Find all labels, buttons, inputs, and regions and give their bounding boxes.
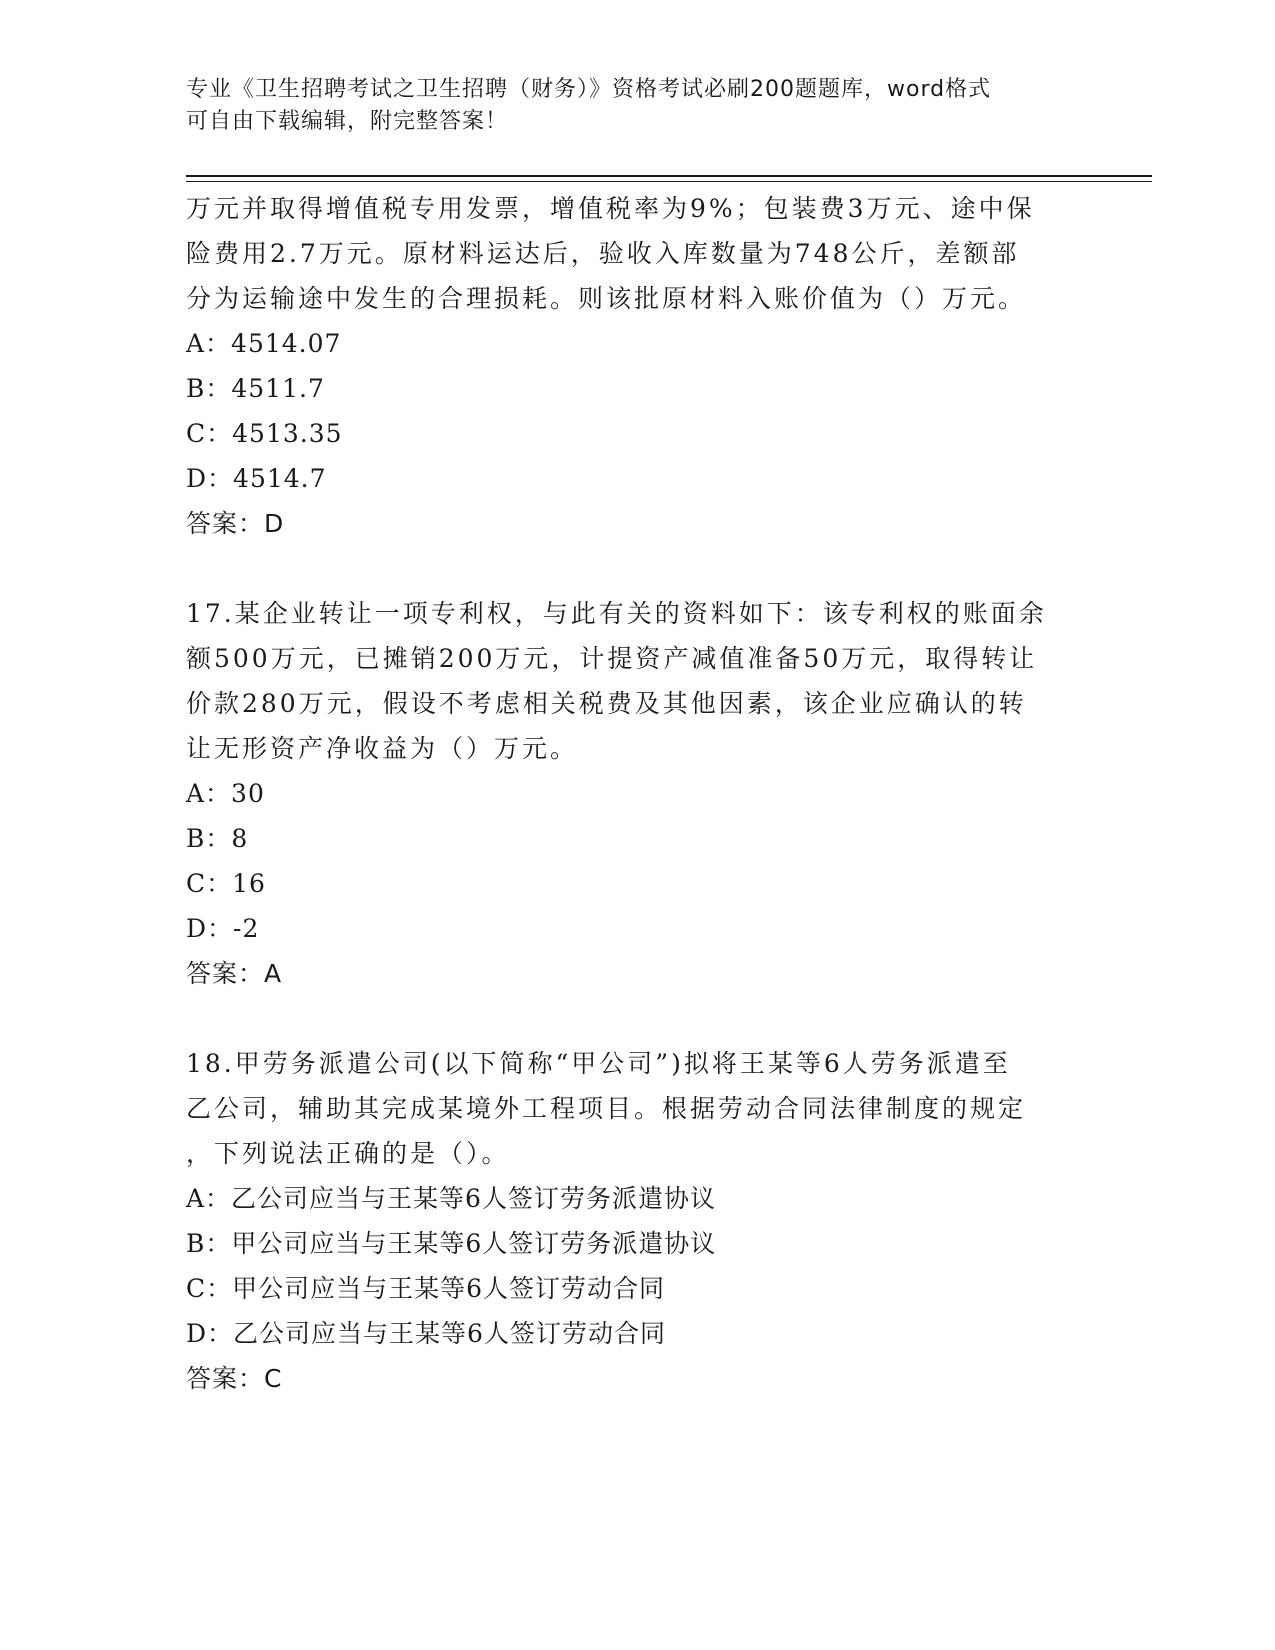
option-c: C：16: [186, 869, 266, 898]
option-b: B：8: [186, 824, 249, 853]
question-stem-line: 18.甲劳务派遣公司(以下简称“甲公司”)拟将王某等6人劳务派遣至: [186, 1049, 1011, 1078]
question-stem-line: ，下列说法正确的是（）。: [186, 1139, 510, 1168]
answer-line: 答案：D: [186, 509, 285, 538]
question-list: [186, 186, 1076, 1401]
question-stem-line: 乙公司，辅助其完成某境外工程项目。根据劳动合同法律制度的规定: [186, 1094, 1027, 1123]
option-a: A：30: [186, 779, 265, 808]
question-block-18: [186, 1041, 1076, 1401]
option-d: D：-2: [186, 914, 260, 943]
header-divider-thick: [186, 175, 1152, 177]
question-stem-line: 万元并取得增值税专用发票，增值税率为9%；包装费3万元、途中保: [186, 194, 1035, 223]
question-stem-line: 17.某企业转让一项专利权，与此有关的资料如下：该专利权的账面余: [186, 599, 1047, 628]
option-a: A：4514.07: [186, 329, 342, 358]
question-stem-line: 额500万元，已摊销200万元，计提资产减值准备50万元，取得转让: [186, 644, 1038, 673]
option-b: B：4511.7: [186, 374, 325, 403]
answer-line: 答案：A: [186, 959, 283, 988]
header-title-line-2: 可自由下载编辑，附完整答案！: [186, 109, 509, 134]
question-stem: [186, 186, 1076, 321]
option-c: C：甲公司应当与王某等6人签订劳动合同: [186, 1274, 666, 1303]
header-title-line-1: 专业《卫生招聘考试之卫生招聘（财务）》资格考试必刷200题题库，word格式: [186, 77, 992, 102]
question-stem-line: 让无形资产净收益为（）万元。: [186, 734, 579, 763]
spacer: [186, 546, 1076, 591]
spacer: [186, 996, 1076, 1041]
option-a: A：乙公司应当与王某等6人签订劳务派遣协议: [186, 1184, 716, 1213]
question-stem: [186, 1041, 1076, 1176]
option-b: B：甲公司应当与王某等6人签订劳务派遣协议: [186, 1229, 717, 1258]
answer-line: 答案：C: [186, 1364, 283, 1393]
question-stem-line: 险费用2.7万元。原材料运达后，验收入库数量为748公斤，差额部: [186, 239, 1020, 268]
header-divider-thin: [186, 181, 1152, 182]
option-d: D：4514.7: [186, 464, 327, 493]
question-block-16: [186, 186, 1076, 546]
question-stem-line: 价款280万元，假设不考虑相关税费及其他因素，该企业应确认的转: [186, 689, 1027, 718]
option-c: C：4513.35: [186, 419, 343, 448]
option-d: D：乙公司应当与王某等6人签订劳动合同: [186, 1319, 666, 1348]
question-stem: [186, 591, 1076, 771]
question-block-17: [186, 591, 1076, 996]
document-header: [186, 74, 1066, 138]
question-stem-line: 分为运输途中发生的合理损耗。则该批原材料入账价值为（）万元。: [186, 284, 1027, 313]
